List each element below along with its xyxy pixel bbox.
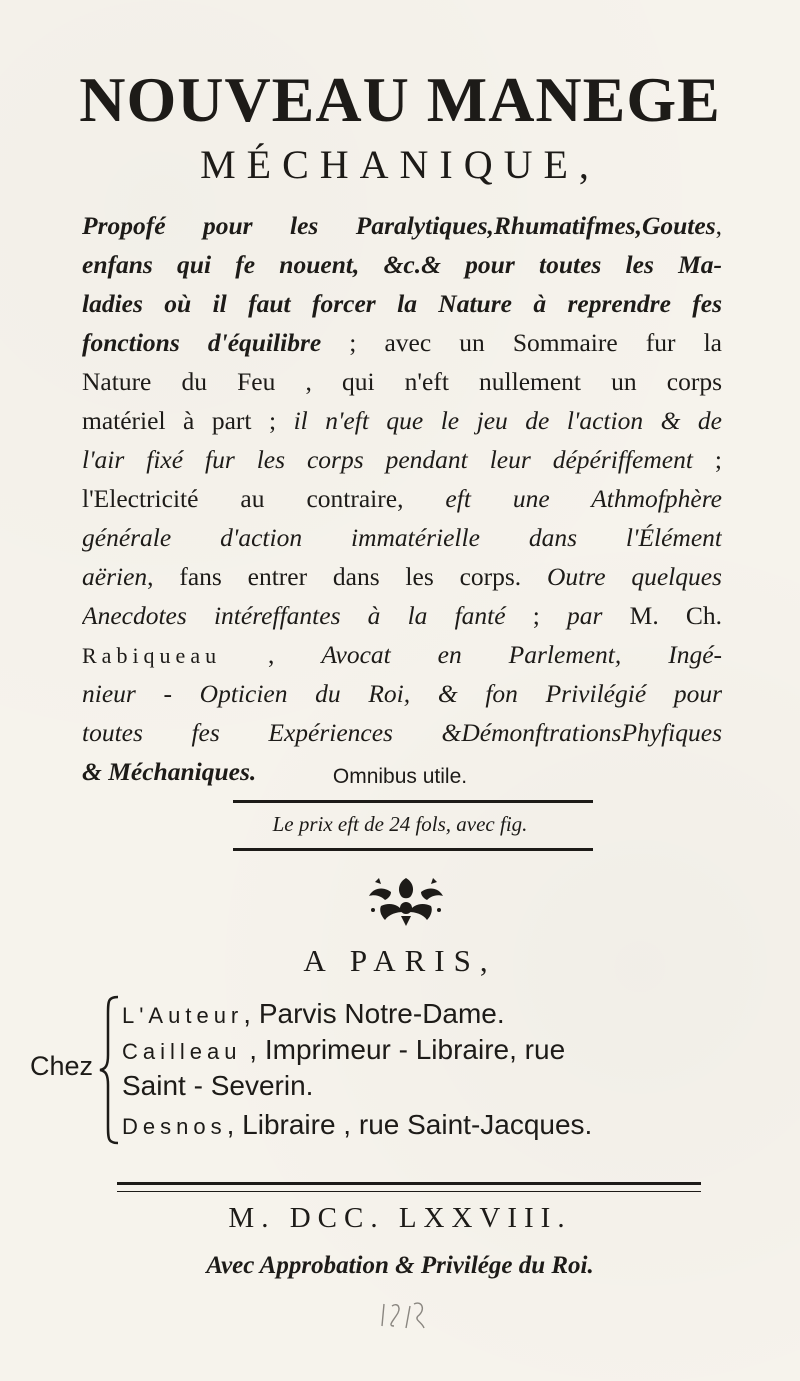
- chez-label: Chez: [30, 1051, 94, 1081]
- book-subtitle: MÉCHANIQUE,: [200, 142, 600, 187]
- description-segment: il n'eft que le jeu de l'action & de: [293, 406, 722, 435]
- description-line: [82, 362, 722, 401]
- description-line: [82, 713, 722, 752]
- description-segment: matériel à part ;: [82, 406, 294, 435]
- fleuron-ornament-icon: [361, 872, 451, 928]
- book-title: NOUVEAU MANEGE: [79, 64, 721, 135]
- description-segment: l'Electricité au contraire,: [82, 484, 446, 513]
- description-segment: eft une Athmofphère: [445, 484, 722, 513]
- description-segment: ,: [715, 211, 722, 240]
- description-line: [82, 323, 722, 362]
- description-segment: ;: [692, 445, 722, 474]
- description-line: [82, 635, 722, 674]
- approbation-line: Avec Approbation & Privilége du Roi.: [206, 1252, 594, 1279]
- description-segment: ladies où il faut forcer la Nature à reprendre fes: [82, 289, 722, 318]
- double-rule: [117, 1182, 701, 1192]
- description-line: [82, 440, 722, 479]
- description-line: [82, 245, 722, 284]
- motto: Omnibus utile.: [332, 765, 468, 788]
- seller-author: [122, 1000, 505, 1028]
- description-line: [82, 518, 722, 557]
- rule-bottom: [233, 848, 593, 851]
- description-segment: & Méchaniques.: [82, 757, 257, 786]
- description-segment: l'air fixé fur les corps pendant leur dépériffement: [82, 445, 693, 474]
- seller-desnos: [122, 1111, 592, 1139]
- description-segment: nieur - Opticien du Roi, & fon Privilégié pour: [82, 679, 722, 708]
- description-segment: ;: [505, 601, 568, 630]
- seller-cailleau-address: , Imprimeur - Libraire, rue: [241, 1034, 566, 1065]
- description-line: [82, 596, 722, 635]
- description-line: [82, 674, 722, 713]
- description-segment: Propofé pour les Paralytiques,Rhumatifmes,Goutes: [82, 211, 716, 240]
- seller-cailleau-name: Cailleau: [122, 1039, 242, 1064]
- rule-top: [233, 800, 593, 803]
- description-line: [82, 479, 722, 518]
- description-segment: générale d'action immatérielle dans l'Élément: [82, 523, 722, 552]
- city-line: A PARIS,: [303, 943, 497, 978]
- seller-cailleau: [122, 1036, 565, 1064]
- publication-date: M. DCC. LXXVIII.: [228, 1202, 572, 1234]
- description-segment: par: [567, 601, 603, 630]
- description-segment: aërien: [82, 562, 148, 591]
- description-segment: , fans entrer dans les corps.: [147, 562, 547, 591]
- description-segment: Avocat en Parlement, Ingé-: [321, 640, 722, 669]
- description-segment: M. Ch.: [602, 601, 722, 630]
- handwritten-mark: [378, 1296, 448, 1336]
- seller-author-name: L'Auteur: [122, 1003, 244, 1028]
- price-line: Le prix eft de 24 fols, avec fig.: [272, 812, 528, 836]
- description-segment: ,: [221, 640, 322, 669]
- seller-desnos-name: Desnos: [122, 1114, 227, 1139]
- description-segment: Rabiqueau: [82, 643, 222, 668]
- description-segment: fonctions d'équilibre: [82, 328, 322, 357]
- description-segment: Outre quelques: [546, 562, 722, 591]
- description-line: [82, 557, 722, 596]
- seller-author-address: , Parvis Notre-Dame.: [243, 998, 505, 1029]
- description-segment: ; avec un Sommaire fur la: [321, 328, 722, 357]
- description-line: [82, 284, 722, 323]
- seller-cailleau-street: Saint - Severin.: [122, 1070, 314, 1101]
- description-segment: enfans qui fe nouent, &c.& pour toutes les Ma-: [82, 250, 722, 279]
- description-line: [82, 206, 722, 245]
- seller-desnos-address: , Libraire , rue Saint-Jacques.: [226, 1109, 593, 1140]
- description-line: [82, 401, 722, 440]
- description-segment: Anecdotes intéreffantes à la fanté: [82, 601, 506, 630]
- description-segment: toutes fes Expériences &DémonftrationsPhyfiques: [82, 718, 722, 747]
- description-paragraph: [82, 206, 722, 791]
- description-segment: Nature du Feu , qui n'eft nullement un corps: [82, 367, 722, 396]
- curly-brace-icon: [98, 995, 120, 1145]
